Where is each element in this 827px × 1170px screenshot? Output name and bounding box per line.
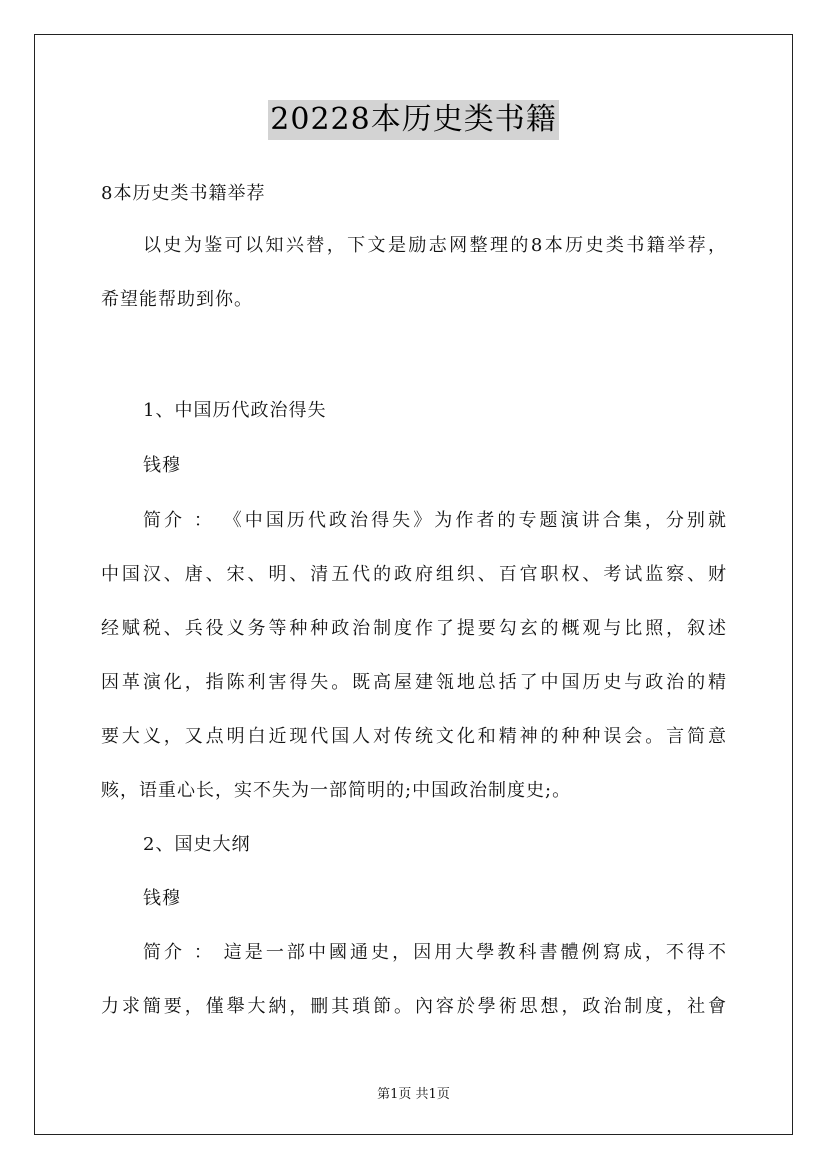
book1-intro-line-6: 赅，语重心长，实不失为一部简明的;中国政治制度史;。 xyxy=(101,780,572,801)
book1-heading: 1、中国历代政治得失 xyxy=(143,400,327,421)
book2-heading: 2、国史大纲 xyxy=(143,834,251,855)
book1-intro-line-4: 因革演化，指陈利害得失。既高屋建瓴地总括了中国历史与政治的精 xyxy=(101,672,727,693)
book2-author: 钱穆 xyxy=(143,888,181,909)
page-footer: 第1页 共1页 xyxy=(377,1087,450,1102)
book2-intro-line-1: 简介 ： 這是一部中國通史，因用大學教科書體例寫成，不得不 xyxy=(143,942,727,963)
book1-intro-line-5: 要大义，又点明白近现代国人对传统文化和精神的种种误会。言简意 xyxy=(101,726,727,747)
book1-author: 钱穆 xyxy=(143,455,181,476)
document-title-text: 20228本历史类书籍 xyxy=(268,100,558,140)
intro-line-2: 希望能帮助到你。 xyxy=(101,289,253,310)
book2-intro-line-2: 力求簡要，僅舉大納，刪其瑣節。內容於學術思想，政治制度，社會 xyxy=(101,996,727,1017)
intro-line-1: 以史为鉴可以知兴替，下文是励志网整理的8本历史类书籍举荐， xyxy=(143,235,727,256)
document-title xyxy=(0,100,827,140)
book1-intro-line-3: 经赋税、兵役义务等种种政治制度作了提要勾玄的概观与比照，叙述 xyxy=(101,618,727,639)
book1-intro-line-1: 简介 ： 《中国历代政治得失》为作者的专题演讲合集，分别就 xyxy=(143,510,727,531)
book1-intro-line-2: 中国汉、唐、宋、明、清五代的政府组织、百官职权、考试监察、财 xyxy=(101,564,727,585)
subtitle: 8本历史类书籍举荐 xyxy=(101,183,266,204)
